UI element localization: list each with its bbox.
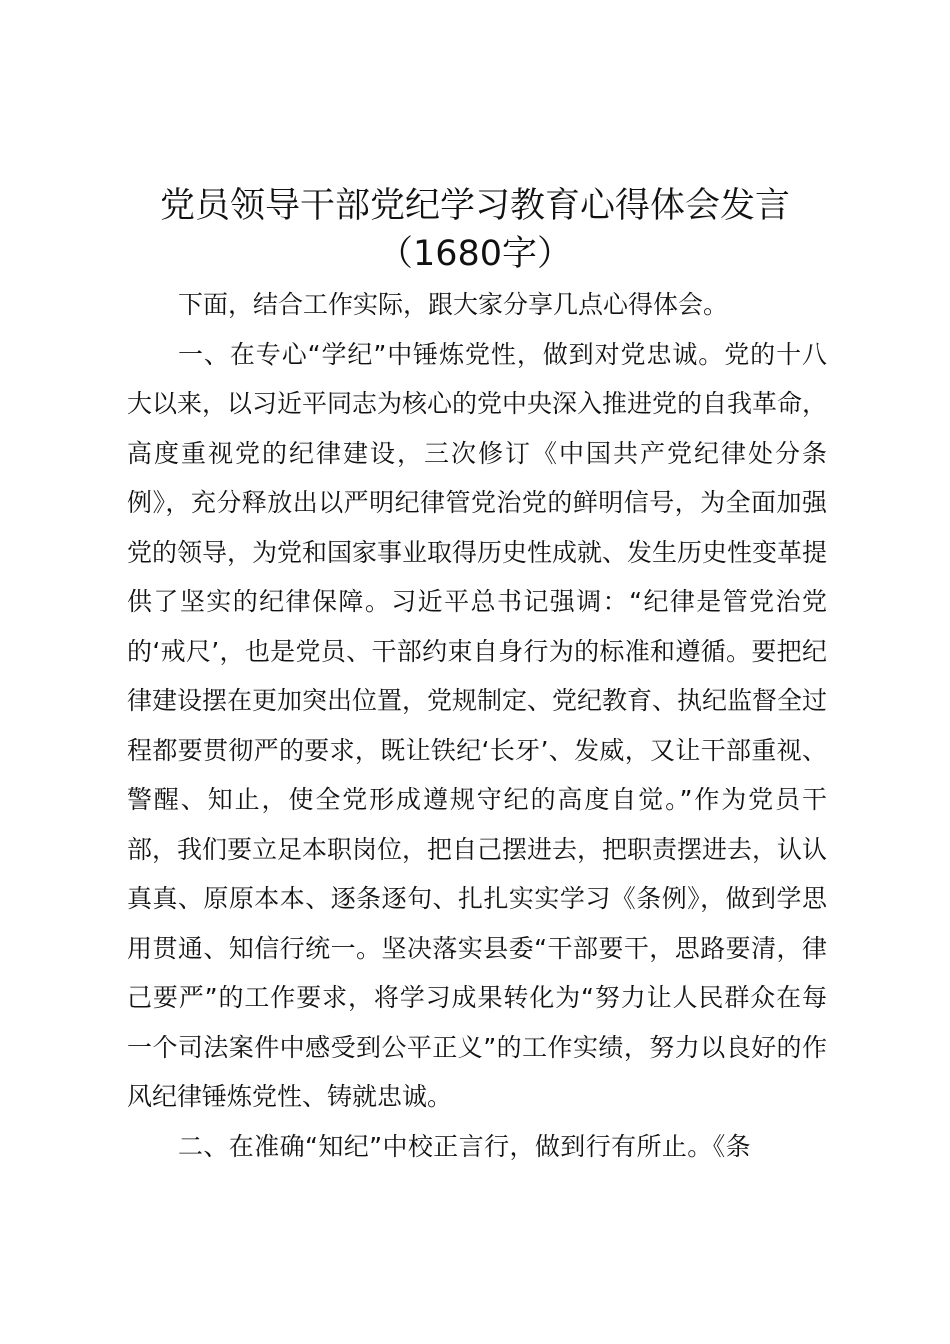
document-title: 党员领导干部党纪学习教育心得体会发言	[159, 186, 790, 226]
document-title-wordcount: （1680字）	[377, 234, 573, 274]
document-body	[127, 280, 827, 1171]
paragraph-section-two: 二、在准确“知纪”中校正言行，做到行有所止。《条	[178, 1131, 752, 1161]
paragraph-intro: 下面，结合工作实际，跟大家分享几点心得体会。	[178, 290, 729, 319]
paragraph-section-one: 一、在专心“学纪”中锤炼党性，做到对党忠诚。党的十八大以来，以习近平同志为核心的党中央深入推进党的自我革命，高度重视党的纪律建设，三次修订《中国共产党纪律处分条例》，充分释放出以严明纪律管党治党的鲜明信号，为全面加强党的领导，为党和国家事业取得历史性成就、发生历史性变革提供了坚实的纪律保障。习近平总书记强调：“纪律是管党治党的‘戒尺’，也是党员、干部约束自身行为的标准和遵循。要把纪律建设摆在更加突出位置，党规制定、党纪教育、执纪监督全过程都要贯彻严的要求，既让铁纪‘长牙’、发威，又让干部重视、警醒、知止，使全党形成遵规守纪的高度自觉。”作为党员干部，我们要立足本职岗位，把自己摆进去，把职责摆进去，认认真真、原原本本、逐条逐句、扎扎实实学习《条例》，做到学思用贯通、知信行统一。坚决落实县委“干部要干，思路要清，律己要严”的工作要求，将学习成果转化为“努力让人民群众在每一个司法案件中感受到公平正义”的工作实绩，努力以良好的作风纪律锤炼党性、铸就忠诚。	[127, 339, 828, 1111]
